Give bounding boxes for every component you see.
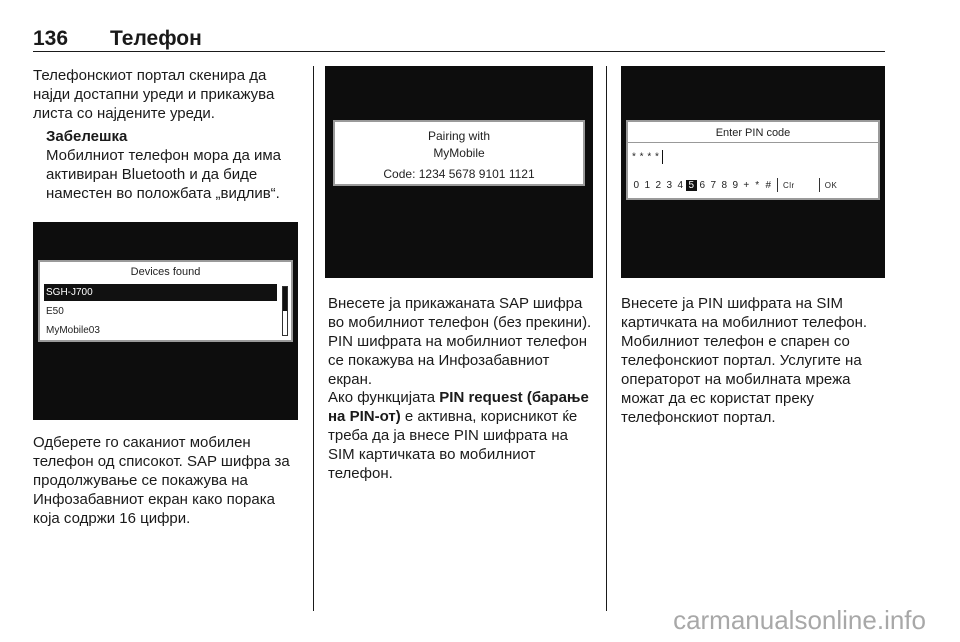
scrollbar-thumb[interactable] <box>283 287 287 311</box>
device-list-item[interactable]: SGH-J700 <box>44 284 277 301</box>
intro-paragraph: Телефонскиот портал скенира да најди достапни уреди и прикажува листа со најдените уреди. <box>33 67 275 122</box>
pin-digit-key[interactable]: 9 <box>732 179 739 191</box>
pin-display-title: Enter PIN code <box>715 127 791 139</box>
pin-request-paragraph <box>328 388 593 483</box>
enter-pin-screen <box>621 66 885 278</box>
clear-button[interactable]: Clr <box>783 180 795 190</box>
pin-digit-key[interactable]: 6 <box>699 179 706 191</box>
enter-pin-paragraph: Внесете ја PIN шифрата на SIM картичката на мобилниот телефон. Мобилниот телефон е спарен со телефонскиот портал. Услугите на операторот на мобилната мрежа можат да ес користат преку телефонскиот портал. <box>621 295 868 426</box>
pin-digit-key[interactable]: 7 <box>710 179 717 191</box>
pin-digit-key[interactable]: 2 <box>655 179 662 191</box>
pin-entry-field[interactable] <box>632 150 663 164</box>
column-rule-1 <box>313 66 314 611</box>
pin-display-divider <box>628 142 878 143</box>
note-heading: Забелешка <box>46 128 128 145</box>
devices-display <box>38 260 293 342</box>
keypad-separator <box>777 178 778 192</box>
pin-digit-key-selected[interactable]: 5 <box>686 180 697 191</box>
note-body: Мобилниот телефон мора да има активиран Bluetooth и да биде наместен во положбата „видлив“. <box>46 147 282 202</box>
page-number: 136 <box>33 27 69 50</box>
pin-keypad <box>631 178 839 192</box>
device-list-item[interactable]: MyMobile03 <box>46 325 100 336</box>
pairing-code: Code: 1234 5678 9101 1121 <box>383 167 535 181</box>
device-list-scrollbar[interactable] <box>282 286 288 336</box>
pairing-display <box>333 120 585 186</box>
select-phone-paragraph: Одберете го саканиот мобилен телефон од списокот. SAP шифра за продолжување се покажува на Инфозабавниот екран како порака која содржи 16 цифри. <box>33 434 290 527</box>
column-rule-2 <box>606 66 607 611</box>
pin-request-prefix: Ако функцијата <box>328 389 440 406</box>
devices-display-title: Devices found <box>130 266 201 278</box>
pin-request-suffix: е активна, корисникот ќе треба да ја внесе PIN шифрата на SIM картичката во мобилниот телефон. <box>328 408 578 482</box>
device-list-item[interactable]: E50 <box>46 306 64 317</box>
ok-button[interactable]: OK <box>824 180 838 190</box>
text-cursor <box>662 150 663 164</box>
pin-request-term: PIN request (барање на PIN-от) <box>328 389 589 425</box>
pin-display <box>626 120 880 200</box>
pin-symbol-key[interactable]: * <box>755 179 760 191</box>
pin-entered-value: * * * * <box>632 151 660 163</box>
pairing-screen <box>325 66 593 278</box>
pairing-line-2: MyMobile <box>433 146 485 160</box>
enter-sap-paragraph: Внесете ја прикажаната SAP шифра во мобилниот телефон (без прекини). PIN шифрата на мобилниот телефон се покажува на Инфозабавниот екран. <box>328 295 592 388</box>
watermark: carmanualsonline.info <box>673 605 926 635</box>
pin-digit-key[interactable]: 0 <box>633 179 640 191</box>
pin-digit-key[interactable]: 8 <box>721 179 728 191</box>
pin-symbol-key[interactable]: # <box>765 179 772 191</box>
page-title: Телефон <box>110 27 202 50</box>
header-rule <box>33 51 885 52</box>
devices-found-screen <box>33 222 298 420</box>
pin-symbol-key[interactable]: + <box>743 179 750 191</box>
pairing-line-1: Pairing with <box>427 129 491 143</box>
keypad-separator <box>819 178 820 192</box>
pin-digit-key[interactable]: 3 <box>666 179 673 191</box>
pin-digit-key[interactable]: 4 <box>677 179 684 191</box>
note-block <box>46 127 298 203</box>
pin-digit-key[interactable]: 1 <box>644 179 651 191</box>
